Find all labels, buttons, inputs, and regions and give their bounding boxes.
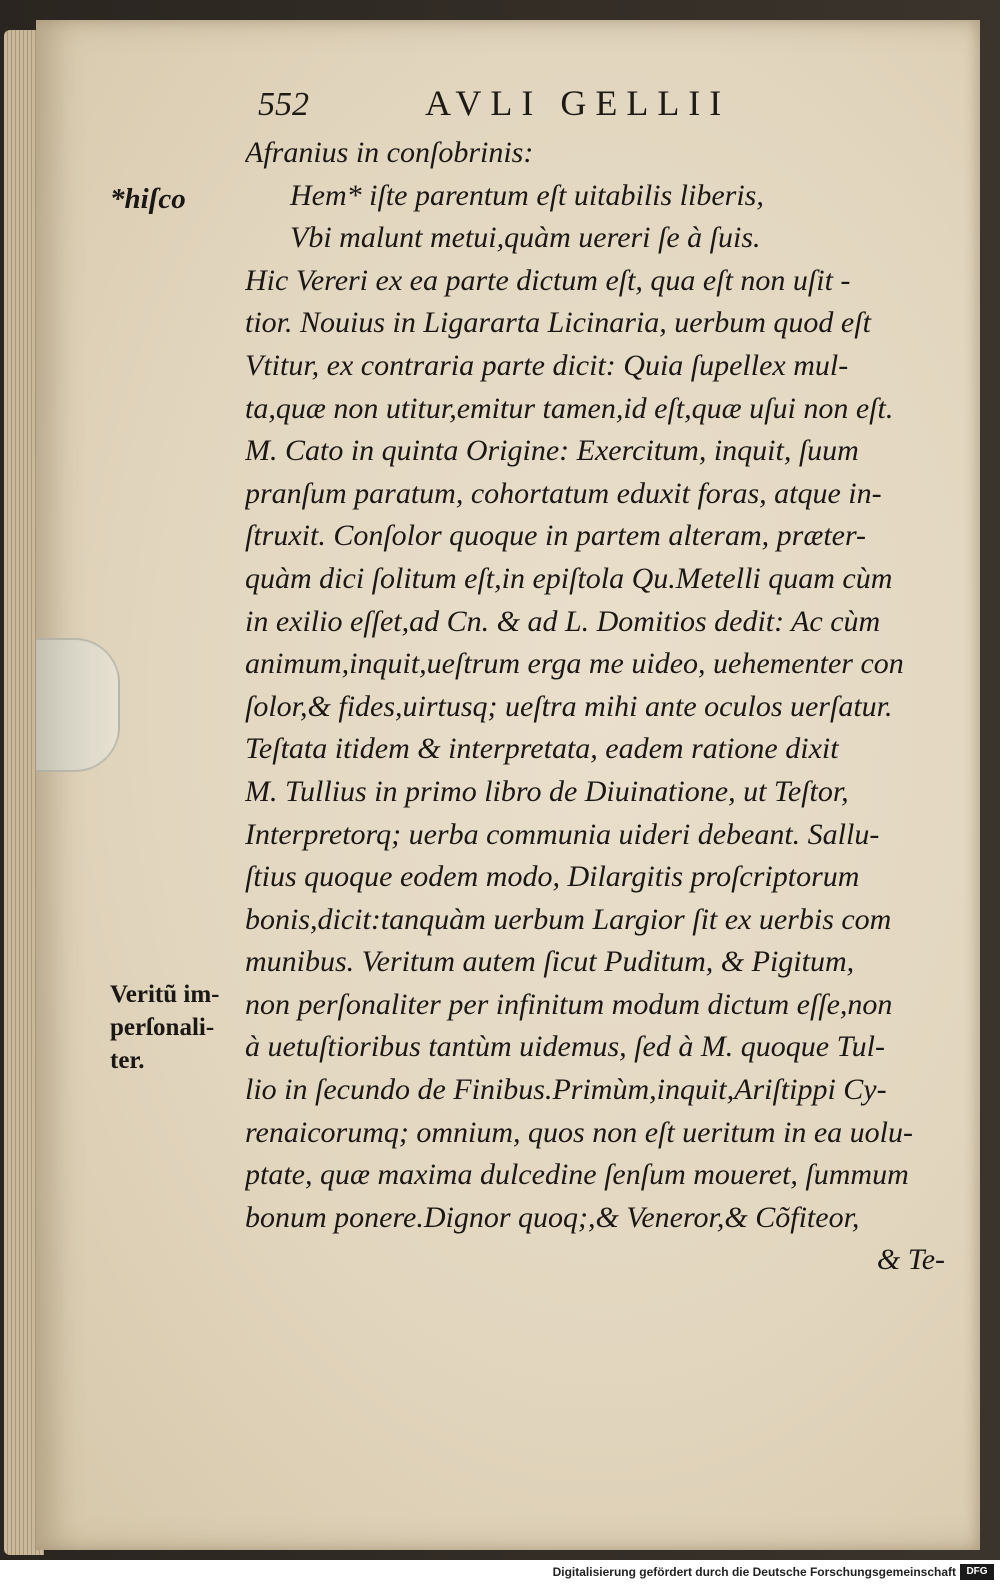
- funding-credit: Digitalisierung gefördert durch die Deutsche Forschungsgemeinschaft: [552, 1565, 956, 1579]
- marginal-note-line: perſonali-: [110, 1014, 215, 1041]
- footer-bar: [0, 1560, 1000, 1585]
- text-line: tior. Nouius in Ligararta Licinaria, uerbum quod eſt: [245, 306, 871, 340]
- text-line: bonum ponere.Dignor quoq;,& Veneror,& Cõfiteor,: [245, 1200, 860, 1234]
- text-line: in exilio eſſet,ad Cn. & ad L. Domitios dedit: Ac cùm: [245, 604, 881, 638]
- text-line: non perſonaliter per infinitum modum dictum eſſe,non: [245, 987, 893, 1021]
- text-line: à uetuſtioribus tantùm uidemus, ſed à M. quoque Tul-: [245, 1030, 885, 1064]
- text-line: Teſtata itidem & interpretata, eadem ratione dixit: [245, 732, 839, 766]
- text-line: Vbi malunt metui,quàm uereri ſe à ſuis.: [290, 221, 761, 255]
- text-line: quàm dici ſolitum eſt,in epiſtola Qu.Metelli quam cùm: [245, 561, 893, 595]
- text-line: M. Tullius in primo libro de Diuinatione, ut Teſtor,: [245, 774, 849, 808]
- text-line: munibus. Veritum autem ſicut Puditum, & Pigitum,: [245, 945, 855, 979]
- text-line: Hem* iſte parentum eſt uitabilis liberis,: [290, 178, 764, 212]
- body-text: [245, 132, 945, 1282]
- text-line: animum,inquit,ueſtrum erga me uideo, uehementer con: [245, 647, 904, 681]
- running-title: AVLI GELLII: [425, 83, 731, 123]
- marginal-note-line: ter.: [110, 1047, 145, 1074]
- marginal-note-veritum: [110, 978, 219, 1077]
- dfg-logo: DFG: [960, 1564, 994, 1580]
- text-line: M. Cato in quinta Origine: Exercitum, inquit, ſuum: [245, 434, 859, 468]
- text-line: ſolor,& fides,uirtusq; ueſtra mihi ante oculos uerſatur.: [245, 689, 893, 723]
- bookmark-tab: [36, 638, 120, 772]
- page-header: [0, 82, 1000, 132]
- page-number: 552: [258, 86, 309, 123]
- text-line: ta,quæ non utitur,emitur tamen,id eſt,quæ uſui non eſt.: [245, 391, 894, 425]
- text-line: Interpretorq; uerba communia uideri debeant. Sallu-: [245, 817, 880, 851]
- text-line: ſtruxit. Conſolor quoque in partem alteram, præter-: [245, 519, 867, 553]
- text-line: & Te-: [876, 1243, 945, 1277]
- text-line: bonis,dicit:tanquàm uerbum Largior ſit ex uerbis com: [245, 902, 892, 936]
- text-line: renaicorumq; omnium, quos non eſt ueritum in ea uolu-: [245, 1115, 913, 1149]
- text-line: Hic Vereri ex ea parte dictum eſt, qua eſt non uſit -: [245, 263, 851, 297]
- marginal-note-star: *hiſco: [110, 183, 186, 215]
- text-line: ſtius quoque eodem modo, Dilargitis proſcriptorum: [245, 860, 860, 894]
- text-line: lio in ſecundo de Finibus.Primùm,inquit,Ariſtippi Cy-: [245, 1073, 887, 1107]
- text-line: ptate, quæ maxima dulcedine ſenſum moueret, ſummum: [245, 1158, 909, 1192]
- marginal-note-line: Veritũ im-: [110, 981, 220, 1008]
- text-line: pranſum paratum, cohortatum eduxit foras, atque in-: [245, 476, 882, 510]
- text-line: Vtitur, ex contraria parte dicit: Quia ſupellex mul-: [245, 348, 849, 382]
- text-line: Afranius in conſobrinis:: [245, 136, 534, 169]
